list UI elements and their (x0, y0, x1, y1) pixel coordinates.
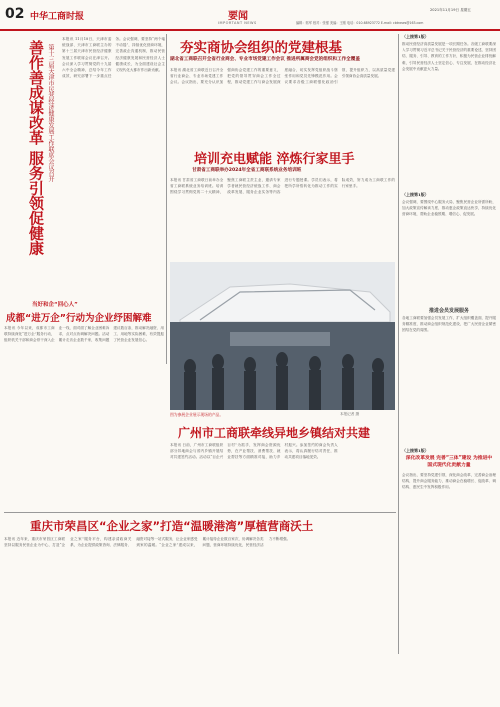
third-story-title: 成都“进万企”行动为企业纾困解难 (6, 313, 152, 324)
masthead (0, 0, 500, 30)
top-story-body: 本报讯 湖北省工商联近日召开全省行业商会、专业市场党建工作会议。会议指出，要充分认识加强商协会党建工作的重要意义，把党的领导贯穿商会工作全过程，推动党建工作与商会发展深度融合，切实发挥党组织战斗堡垒作用和党员先锋模范作用。会议要求各级工商联强化政治引领，提升组织力，以高质量党建引领商协会高质量发展。 (170, 68, 395, 85)
right-column-body-a: 推动民营经济高质量发展是一项长期任务。各级工商联要深入学习贯彻习近平总书记关于民营经济的重要论述，坚持团结、服务、引导、教育的工作方针，积极为民营企业排忧解难，引导民营经济人士坚定信心、专注发展，在推动经济社会发展中贡献更大力量。 (402, 42, 496, 71)
date-line: 2021年11月19日 星期五 (430, 8, 471, 12)
left-feature-subtitle: 第十三届天津市民营经济健康发展工作联席会议召开 (47, 44, 54, 182)
third-story-body: 本报讯 今年以来，成都市工商联持续深化“进万企”服务行动，组织机关干部和商会骨干深入企业一线，面对面了解企业困难诉求，点对点协调解决问题。活动累计走访企业数千家，收集问题建议数百条，推动解决融资、用工、用地等实际困难，有效提振了民营企业发展信心。 (4, 326, 164, 343)
right-column-body-d: 会议指出，要坚持党建引领，深化商会改革，完善商会治理结构，提升商会服务能力，推动商会在稳增长、促改革、调结构、惠民生中发挥积极作用。 (402, 473, 496, 490)
second-story-subtitle: 甘肃省工商联举办2024年全省工商联系统业务培训班 (192, 168, 302, 173)
right-column-head: （上接第1版） (402, 34, 429, 39)
right-column (402, 34, 496, 644)
right-column-subhead-2: 推进会员发展服务 (428, 308, 469, 314)
fourth-story (170, 420, 395, 510)
right-column-subhead-3: （上接第1版） (402, 448, 429, 453)
second-story (170, 146, 395, 256)
right-column-body-c: 各地工商联要加强会员发展工作，扩大组织覆盖面，提升服务精准度，推动商会组织规范化建设，把广大民营企业紧密团结在党的周围。 (402, 316, 496, 333)
page-number: 02 (5, 6, 25, 22)
event-photo-image (170, 262, 395, 410)
bottom-story-body: 本报讯 近年来，重庆市荣昌区工商联坚持以服务民营企业为中心，打造“企业之家”服务平台，构建亲清政商关系，为企业提供政策咨询、法律服务、融资对接等一站式服务，让企业家感受到家的温暖。“企业之家”建成以来，累计接待企业数百家次，协调解决各类问题，营商环境持续优化，民营经济活力不断增强。 (4, 537, 291, 548)
top-story (170, 34, 395, 142)
second-story-title: 培训充电赋能 淬炼行家里手 (194, 152, 355, 167)
event-photo (170, 262, 395, 410)
section-title: 要闻 (228, 11, 248, 22)
left-feature (4, 34, 165, 324)
fourth-story-title: 广州市工商联牵线异地乡镇结对共建 (178, 426, 371, 440)
right-column-subhead-1: （上接第1版） (402, 192, 429, 197)
section-title-en: IMPORTANT NEWS (218, 21, 257, 25)
right-column-highlight-title: 深化改革发展 完善“三体”建设 为推进中国式现代化贡献力量 (405, 456, 493, 468)
bottom-story-title: 重庆市荣昌区“企业之家”打造“温暖港湾”厚植营商沃土 (30, 519, 314, 533)
masthead-rule (0, 29, 500, 31)
paper-name: 中华工商时报 (30, 12, 85, 22)
divider-v1 (166, 34, 167, 364)
top-story-subtitle: 湖北省工商联召开全省行业商会、专业市场党建工作会议 推进所属商会党的组织和工作全覆盖 (170, 57, 360, 62)
fourth-story-body: 本报讯 日前，广州市工商联组织部分异地商会与省内乡镇开展结对共建签约活动。活动以“百企兴百村”为抓手，发挥商会资源优势，在产业帮扶、消费帮扶、就业帮扶等方面精准对接，助力乡村振兴。参加签约的商会负责人表示，将认真履行结对责任，推动共建项目落地见效。 (170, 443, 338, 460)
divider-v2 (398, 34, 399, 654)
second-story-body: 本报讯 甘肃省工商联日前举办全省工商联系统业务培训班。培训围绕学习贯彻党的二十大精神，聚焦工商联主责主业，邀请专家学者就民营经济统战工作、商会改革发展、服务企业实务等内容进行专题授课。学员们表示，将把所学所悟转化为推动工作的实际成效，努力成为工商联工作的行家里手。 (170, 178, 395, 195)
left-feature-title: 善作善成谋改革 服务引领促健康 (27, 40, 45, 256)
top-story-title: 夯实商协会组织的党建根基 (180, 40, 342, 56)
right-column-body-b: 会议强调，要围绕中心服务大局，聚焦民营企业所需所盼，加大政策宣传解读力度，推动惠企政策直达快享，持续优化营商环境，帮助企业稳预期、增信心、促发展。 (402, 200, 496, 217)
divider-h1 (4, 512, 396, 513)
photo-credit: 本报记者 摄 (340, 412, 360, 416)
left-feature-body: 本报讯 11月18日，天津市委统战部、天津市工商联主办的第十三届天津市民营经济健康发展工作联席会议在津召开。会议深入学习贯彻党的十九届六中全会精神，总结今年工作成效，研究部署下一步重点任务。会议强调，要坚持“两个毫不动摇”，持续优化营商环境，完善政企沟通机制，推动民营经济健康发展和民营经济人士健康成长，为全面建设社会主义现代化大都市作出新贡献。 (62, 37, 165, 79)
bottom-story (4, 516, 396, 701)
third-story-kicker: 当好和企“回心人” (32, 302, 78, 308)
editor-line: 编辑：郭军 校对：张强 美编：王刚 电话：010-68923772 E-mail: cbtnews@163.com (296, 21, 424, 25)
photo-caption: 图为参展企业展示现场的产品。 (170, 412, 224, 417)
third-story (4, 298, 164, 493)
